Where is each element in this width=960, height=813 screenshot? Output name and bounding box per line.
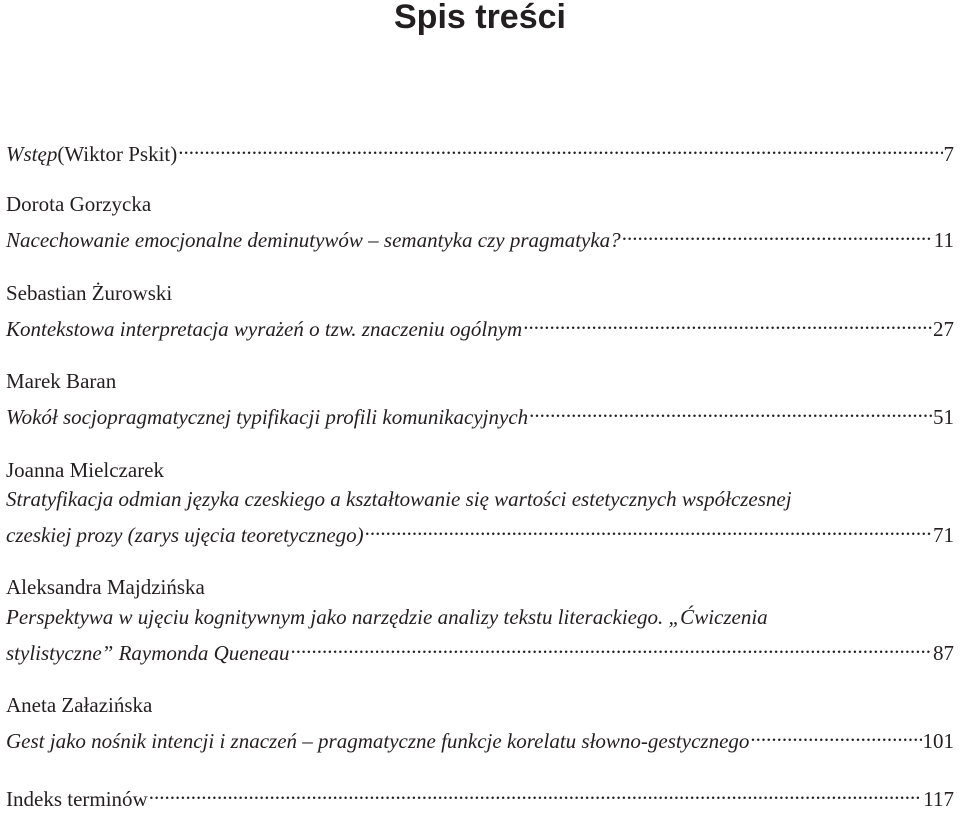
toc-entry[interactable] — [6, 219, 954, 252]
entry-title: Wokół socjopragmatycznej typifikacji profili komunikacyjnych — [6, 405, 529, 429]
entry-author: Sebastian Żurowski — [6, 281, 173, 305]
entry-author: Marek Baran — [6, 369, 117, 393]
dot-leader — [529, 396, 932, 424]
page-number: 11 — [933, 228, 954, 252]
dot-leader — [523, 308, 932, 336]
toc-entry-introduction[interactable] — [6, 133, 954, 166]
toc-entry[interactable] — [6, 396, 954, 429]
toc-entry[interactable] — [6, 514, 954, 547]
entry-title: Nacechowanie emocjonalne deminutywów – semantyka czy pragmatyka? — [6, 228, 621, 252]
entry-title-line[interactable]: Perspektywa w ujęciu kognitywnym jako narzędzie analizy tekstu literackiego. „Ćwiczenia — [6, 605, 768, 629]
dot-leader — [290, 632, 932, 660]
entry-title: Indeks terminów — [6, 787, 148, 811]
toc-entry[interactable] — [6, 308, 954, 341]
dot-leader — [365, 514, 932, 542]
page-number: 117 — [923, 787, 954, 811]
entry-title: czeskiej prozy (zarys ujęcia teoretycznego) — [6, 523, 364, 547]
page-number: 27 — [933, 317, 954, 341]
entry-title: Wstęp — [6, 142, 58, 166]
entry-author: Aleksandra Majdzińska — [6, 575, 205, 599]
dot-leader — [149, 778, 923, 806]
dot-leader — [750, 720, 921, 748]
page-number: 7 — [943, 142, 954, 166]
entry-title-suffix: (Wiktor Pskit) — [57, 142, 178, 166]
entry-author: Dorota Gorzycka — [6, 192, 152, 216]
entry-title: Kontekstowa interpretacja wyrażeń o tzw. znaczeniu ogólnym — [6, 317, 523, 341]
page-number: 101 — [922, 729, 954, 753]
dot-leader — [178, 133, 942, 161]
toc-entry-index[interactable] — [6, 778, 954, 811]
toc-entry[interactable] — [6, 632, 954, 665]
entry-author: Aneta Załazińska — [6, 693, 153, 717]
page-number: 87 — [933, 641, 954, 665]
entry-title-line[interactable]: Stratyfikacja odmian języka czeskiego a kształtowanie się wartości estetycznych współczesnej — [6, 487, 792, 511]
page-number: 71 — [933, 523, 954, 547]
entry-author: Joanna Mielczarek — [6, 458, 165, 482]
page-number: 51 — [933, 405, 954, 429]
dot-leader — [622, 219, 933, 247]
entry-title: stylistyczne” Raymonda Queneau — [6, 641, 290, 665]
entry-title: Gest jako nośnik intencji i znaczeń – pragmatyczne funkcje korelatu słowno-gestycznego — [6, 729, 750, 753]
toc-entry[interactable] — [6, 720, 954, 753]
page-title: Spis treści — [394, 0, 566, 36]
